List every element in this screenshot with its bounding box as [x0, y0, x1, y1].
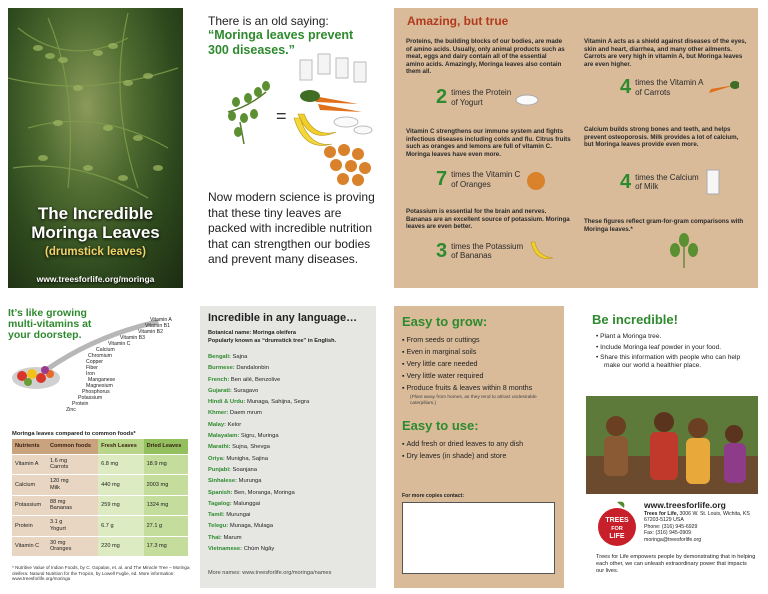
bananas-icon — [527, 238, 555, 264]
children-photo — [586, 396, 758, 494]
yogurt-icon — [515, 90, 539, 106]
table-cell: 2003 mg — [144, 475, 188, 496]
easy-to-use-title: Easy to use: — [402, 418, 479, 433]
moringa-local-name: Suragavo — [233, 387, 259, 394]
table-cell — [47, 475, 98, 496]
table-cell — [47, 454, 98, 475]
moringa-local-name: Munaga, Sahijna, Segra — [246, 399, 310, 406]
language-name: Tamil: — [208, 512, 225, 519]
vitamin-item: Manganese — [88, 377, 116, 383]
copies-contact-box — [402, 502, 555, 574]
language-row — [208, 352, 370, 363]
language-row — [208, 386, 370, 397]
calcium-stat-line2: of Milk — [635, 182, 659, 191]
protein-stat-text — [451, 88, 511, 107]
table-cell: 1324 mg — [144, 495, 188, 516]
table-cell: Potassium — [12, 495, 47, 516]
table-caption: Moringa leaves compared to common foods* — [12, 431, 136, 437]
table-row — [12, 536, 188, 557]
moringa-local-name: Munigha, Sajina — [226, 455, 268, 462]
potassium-stat-line1: times the Potassium — [451, 241, 524, 251]
table-cell: 440 mg — [98, 475, 143, 496]
grow-list — [402, 334, 562, 406]
moringa-local-name: Daem mrum — [229, 410, 262, 417]
org-fax: Fax: (316) 945-0909 — [644, 530, 692, 537]
logo-text: LIFE — [609, 533, 625, 540]
saying-quote-line1: “Moringa leaves prevent — [208, 28, 354, 42]
vitamin-c-stat — [436, 168, 548, 191]
vitamin-item: Fiber — [86, 365, 98, 371]
table-row — [12, 454, 188, 475]
language-name: Oriya: — [208, 455, 225, 462]
table-cell: 6.7 g — [98, 516, 143, 537]
vitamin-item: Potassium — [78, 395, 103, 401]
list-item: • Share this information with people who can help make our world a healthier place. — [596, 354, 756, 369]
vitamin-a-stat — [620, 76, 739, 99]
moringa-local-name: Sujna, Shevga — [232, 444, 270, 451]
moringa-local-name: Ben, Moranga, Moringa — [234, 489, 295, 496]
language-name: French: — [208, 376, 230, 383]
calcium-fact: Calcium builds strong bones and teeth, and helps prevent osteoporosis. Milk provides a lot of calcium, but Moringa leaves provide even more. — [584, 126, 739, 149]
language-row — [208, 465, 370, 476]
vitamin-item: Vitamin B3 — [120, 335, 145, 341]
more-names-link[interactable]: More names: www.treesforlife.org/moringa/names — [208, 570, 332, 576]
orange-icon — [524, 169, 548, 191]
language-name: Gujarati: — [208, 387, 232, 394]
vitamin-a-fact: Vitamin A acts as a shield against diseases of the eyes, skin and heart, diarrhea, and many other ailments. Carrots are very high in vitamin A, but Moringa leaves are even higher. — [584, 38, 747, 68]
language-name: Malay: — [208, 421, 227, 428]
table-cell: 18.9 mg — [144, 454, 188, 475]
moringa-local-name: Ben ailé, Benzolive — [230, 376, 281, 383]
list-item: • Plant a Moringa tree. — [596, 333, 756, 341]
list-item: ▪ Produce fruits & leaves within 8 months — [402, 382, 562, 394]
common-food: Oranges — [49, 546, 72, 553]
vitamin-c-stat-number: 7 — [436, 168, 448, 190]
oranges-icon — [324, 144, 371, 186]
language-row — [208, 442, 370, 453]
language-row — [208, 499, 370, 510]
language-name: Marathi: — [208, 444, 231, 451]
potassium-fact: Potassium is essential for the brain and nerves. Bananas are an excellent source of potassium. Moringa leaves are even better. — [406, 208, 570, 231]
language-row — [208, 408, 370, 419]
language-name: Khmer: — [208, 410, 229, 417]
common-value: 1.6 mg — [49, 457, 68, 464]
list-item: ▪ Even in marginal soils — [402, 346, 562, 358]
vitamin-a-stat-line2: of Carrots — [635, 87, 671, 97]
cover-title — [8, 204, 183, 262]
moringa-local-name: Dandalonbin — [236, 365, 269, 372]
language-name: Spanish: — [208, 489, 233, 496]
nutrition-table — [12, 439, 188, 557]
table-cell — [47, 495, 98, 516]
moringa-local-name: Soanjana — [232, 466, 257, 473]
vitamin-item: Copper — [86, 359, 104, 365]
potassium-stat-line2: of Bananas — [451, 251, 492, 260]
language-row — [208, 544, 370, 555]
trees-for-life-logo — [596, 500, 638, 548]
language-name: Thai: — [208, 534, 222, 541]
vitamin-c-stat-text — [451, 170, 520, 189]
table-header-row — [12, 439, 188, 454]
table-header: Dried Leaves — [144, 439, 188, 454]
table-header: Common foods — [47, 439, 98, 454]
table-header: Fresh Leaves — [98, 439, 143, 454]
org-address-block — [644, 511, 760, 543]
table-cell — [47, 536, 98, 557]
vitamins-panel — [8, 308, 188, 588]
vitamin-a-stat-text — [635, 78, 703, 97]
table-cell: 17.3 mg — [144, 536, 188, 557]
popular-name: Popularly known as “drumstick tree” in English. — [208, 338, 337, 344]
grow-note: (Plant away from homes, as they tend to attract undesirable caterpillars.) — [410, 395, 537, 406]
moringa-local-name: Marum — [223, 534, 242, 541]
language-row — [208, 375, 370, 386]
svg-text:=: = — [276, 106, 287, 126]
calcium-stat — [620, 168, 723, 196]
logo-text: FOR — [611, 526, 623, 532]
language-name: Malayalam: — [208, 433, 240, 440]
common-value: 3.1 g — [49, 519, 63, 526]
vitamin-item: Magnesium — [86, 383, 113, 389]
common-food: Carrots — [49, 464, 69, 471]
amazing-panel — [394, 8, 758, 288]
vitamin-c-stat-line2: of Oranges — [451, 179, 491, 189]
table-cell: Vitamin C — [12, 536, 47, 557]
languages-title: Incredible in any language… — [208, 312, 358, 324]
language-row — [208, 420, 370, 431]
calcium-stat-number: 4 — [620, 170, 632, 193]
amazing-title: Amazing, but true — [407, 14, 509, 28]
moringa-local-name: Kelor — [227, 421, 242, 428]
moringa-leaf-icon — [664, 230, 704, 270]
leaves-equals-foods-illustration — [218, 52, 378, 187]
table-cell: 6.8 mg — [98, 454, 143, 475]
moringa-sprig-icon — [228, 81, 270, 144]
language-row — [208, 533, 370, 544]
cover-title-line1: The Incredible — [37, 204, 154, 223]
language-name: Bengali: — [208, 354, 231, 360]
language-row — [208, 397, 370, 408]
list-item: ▪ Very little water required — [402, 370, 562, 382]
table-cell — [47, 516, 98, 537]
list-item: ▪ Dry leaves (in shade) and store — [402, 450, 562, 462]
table-cell: Vitamin A — [12, 454, 47, 475]
language-row — [208, 363, 370, 374]
table-cell: Protein — [12, 516, 47, 537]
copies-contact-label: For more copies contact: — [402, 493, 464, 499]
common-food: Yogurt — [49, 525, 66, 532]
vitamin-c-fact: Vitamin C strengthens our immune system and fights infectious diseases including colds and flu. Citrus fruits such as oranges and lemons are full of vitamin C. Moringa leaves have even more. — [406, 128, 571, 158]
language-row — [208, 521, 370, 532]
vitamin-item: Vitamin B1 — [145, 323, 170, 329]
vitamin-item: Zinc — [66, 407, 76, 413]
moringa-local-name: Murungai — [226, 512, 251, 519]
protein-stat-line1: times the Protein — [451, 88, 512, 97]
protein-stat — [436, 86, 539, 109]
potassium-stat-text — [451, 242, 523, 261]
table-row — [12, 475, 188, 496]
org-phone: Phone: (316) 945-6929 — [644, 523, 698, 530]
protein-stat-line2: of Yogurt — [451, 97, 483, 107]
cover-title-line2: Moringa Leaves — [31, 223, 160, 242]
language-row — [208, 510, 370, 521]
table-row — [12, 516, 188, 537]
language-name: Hindi & Urdu: — [208, 399, 246, 406]
language-row — [208, 476, 370, 487]
table-cell: 259 mg — [98, 495, 143, 516]
vitamin-item: Vitamin B2 — [138, 329, 163, 335]
language-name: Sinhalese: — [208, 478, 237, 485]
vitamin-item: Protein — [72, 401, 89, 407]
language-row — [208, 454, 370, 465]
vitamin-item: Iron — [86, 371, 95, 377]
moringa-local-name: Murunga — [238, 478, 262, 485]
potassium-stat-number: 3 — [436, 239, 448, 262]
protein-fact: Proteins, the building blocks of our bodies, are made of amino acids. Usually, only animal products such as meat, eggs and dairy contain all of the essential amino acids. Amazingly, Moringa leaves also contain them all. — [406, 38, 565, 76]
vitamin-a-stat-number: 4 — [620, 76, 632, 98]
common-value: 88 mg — [49, 498, 66, 505]
action-list — [596, 333, 756, 372]
vitamin-c-stat-line1: times the Vitamin C — [451, 170, 521, 179]
cover-url: www.treesforlife.org/moringa — [36, 274, 155, 284]
language-name: Vietnamese: — [208, 546, 243, 553]
milk-glass-icon — [703, 168, 723, 196]
be-incredible-title: Be incredible! — [592, 312, 678, 327]
vitamins-title: It’s like growing multi-vitamins at your doorstep. — [8, 307, 92, 341]
milk-glasses-icon — [300, 54, 366, 82]
language-name: Punjabi: — [208, 466, 231, 473]
table-cell: 27.1 g — [144, 516, 188, 537]
language-row — [208, 488, 370, 499]
vitamin-item: Phosphorus — [82, 389, 110, 395]
common-value: 120 mg — [49, 478, 69, 485]
org-url[interactable]: www.treesforlife.org — [644, 500, 726, 510]
moringa-local-name: Sigru, Muringa — [240, 433, 279, 440]
vitamin-a-stat-line1: times the Vitamin A — [635, 78, 704, 87]
logo-text: TREES — [605, 517, 629, 524]
language-name: Tagalog: — [208, 500, 232, 507]
science-paragraph: Now modern science is proving that these tiny leaves are packed with incredible nutrition that can strengthen our bodies and prevent many diseases. — [208, 190, 375, 266]
languages-panel — [200, 306, 376, 588]
language-row — [208, 431, 370, 442]
be-incredible-panel — [584, 306, 762, 588]
saying-intro: There is an old saying: — [208, 14, 329, 28]
grow-use-panel — [394, 306, 564, 588]
saying-quote-line2: 300 diseases.” — [208, 43, 295, 57]
language-name: Telegu: — [208, 523, 229, 530]
vitamin-item: Vitamin C — [108, 341, 131, 347]
protein-stat-number: 2 — [436, 86, 448, 108]
use-list — [402, 438, 562, 462]
carrots-icon — [707, 79, 739, 97]
moringa-local-name: Malunggai — [233, 500, 261, 507]
yogurt-bowls-icon — [334, 117, 372, 134]
vitamin-item: Chromium — [88, 353, 112, 359]
moringa-local-name: Munaga, Mulaga — [229, 523, 273, 530]
table-row — [12, 495, 188, 516]
language-list — [208, 352, 370, 555]
cover-panel — [8, 8, 183, 288]
list-item: • Include Moringa leaf powder in your food. — [596, 344, 756, 352]
calcium-stat-text — [635, 173, 699, 192]
potassium-stat — [436, 238, 555, 264]
org-address: 3006 W. St. Louis, Wichita, KS 67203-5129 USA — [644, 511, 750, 524]
language-name: Burmese: — [208, 365, 235, 372]
organization-contact — [644, 500, 760, 543]
cover-subtitle: (drumstick leaves) — [45, 246, 146, 258]
common-food: Milk — [49, 484, 60, 491]
table-cell: Calcium — [12, 475, 47, 496]
common-food: Bananas — [49, 505, 73, 512]
org-name: Trees for Life, — [644, 511, 679, 517]
table-cell: 220 mg — [98, 536, 143, 557]
org-email[interactable]: moringa@treesforlife.org — [644, 536, 702, 543]
easy-to-grow-title: Easy to grow: — [402, 314, 488, 329]
common-value: 30 mg — [49, 539, 66, 546]
bananas-icon — [294, 114, 336, 146]
table-header: Nutrients — [12, 439, 47, 454]
botanical-name: Botanical name: Moringa oleifera — [208, 330, 296, 336]
list-item: ▪ Add fresh or dried leaves to any dish — [402, 438, 562, 450]
vitamin-item: Calcium — [96, 347, 115, 353]
list-item: ▪ Very little care needed — [402, 358, 562, 370]
table-footnote: * Nutritive Value of Indian Foods, by C. Gopalan, et. al. and The Miracle Tree – Moringa oleifera: Natural Nutrition for the Tropics, by Lowell Fuglie, ed. More information: www.treesforlife.org/moringa — [12, 565, 190, 582]
calcium-stat-line1: times the Calcium — [635, 172, 699, 182]
comparison-note: These figures reflect gram-for-gram comparisons with Moringa leaves.* — [584, 218, 744, 233]
vitamin-item: Vitamin A — [150, 317, 172, 323]
moringa-local-name: Chùm Ngây — [243, 546, 275, 553]
carrots-icon — [300, 90, 362, 112]
list-item: ▪ From seeds or cuttings — [402, 334, 562, 346]
mission-statement: Trees for Life empowers people by demonstrating that in helping each other, we can unleash extraordinary power that impacts our lives. — [596, 554, 756, 574]
moringa-local-name: Sajna — [232, 354, 248, 360]
